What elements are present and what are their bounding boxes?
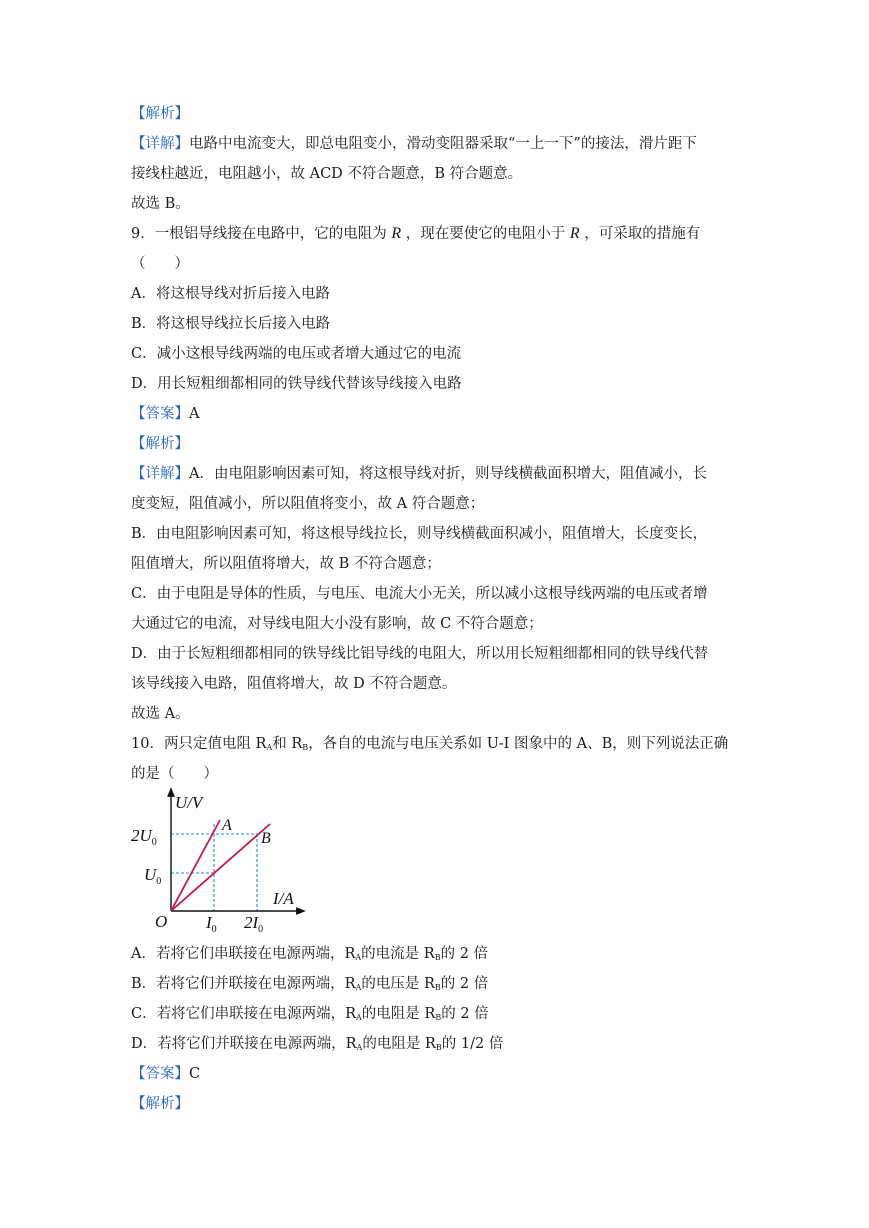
y-axis-label: U/V [175, 793, 203, 812]
q9-var-r: R [391, 225, 402, 242]
q9-answer [131, 404, 199, 424]
q10-option-d: D．若将它们并联接在电源两端，$R_A$的电阻是 $R_B$的 1/2 倍 [131, 1036, 504, 1052]
q10-stem-line-2: 的是（ ） [131, 766, 218, 782]
q9-option-d: D．用长短粗细都相同的铁导线代替该导线接入电路 [131, 376, 462, 392]
y-tick-u0: $U_0$ [144, 865, 162, 887]
q9-detail-line-4: 阻值增大，所以阻值将增大，故 B 不符合题意； [131, 556, 441, 572]
x-tick-2i0: $2I_0$ [244, 913, 264, 935]
q10-answer-value: C [189, 1066, 201, 1082]
q10-answer [131, 1064, 200, 1084]
q10-sub-b: B [302, 743, 309, 752]
q9-detail-line-2: 度变短，阻值减小，所以阻值将变小，故 A 符合题意； [131, 496, 485, 512]
q9-option-b: B．将这根导线拉长后接入电路 [131, 316, 331, 332]
q8-conclusion: 故选 B。 [131, 196, 190, 212]
x-axis-label: I/A [273, 889, 294, 908]
q9-detail-line-1: 【详解】A．由电阻影响因素可知，将这根导线对折，则导线横截面积增大，阻值减小，长 [131, 466, 707, 482]
q10-analysis-tag: 【解析】 [131, 1096, 189, 1112]
q10-option-a: A．若将它们串联接在电源两端，$R_A$的电流是 $R_B$的 2 倍 [131, 946, 489, 962]
q9-detail-line-6: 大通过它的电流，对导线电阻大小没有影响，故 C 不符合题意； [131, 616, 543, 632]
line-b-label: B [261, 830, 271, 847]
q8-detail-tag: 【详解】 [131, 136, 189, 152]
line-b [171, 824, 270, 911]
y-tick-2u0: $2U_0$ [131, 826, 157, 848]
q9-stem-line-1: 9．一根铝导线接在电路中，它的电阻为 R ，现在要使它的电阻小于 R ，可采取的措施有 [131, 225, 701, 242]
q9-analysis-tag: 【解析】 [131, 436, 189, 452]
q9-stem-line-2: （ ） [131, 256, 189, 272]
q9-detail-line-8: 该导线接入电路，阻值将增大，故 D 不符合题意。 [131, 676, 457, 692]
x-tick-i0: $I_0$ [206, 913, 217, 935]
q9-conclusion: 故选 A。 [131, 706, 190, 722]
origin-label: O [155, 912, 168, 931]
q8-detail-line-1: 【详解】电路中电流变大，即总电阻变小，滑动变阻器采取“一上一下”的接法，滑片距下 [131, 136, 697, 152]
q9-answer-tag: 【答案】 [131, 406, 189, 422]
q9-detail-line-5: C．由于电阻是导体的性质，与电压、电流大小无关，所以减小这根导线两端的电压或者增 [131, 586, 708, 602]
q8-analysis-tag: 【解析】 [131, 106, 189, 122]
q9-option-a: A．将这根导线对折后接入电路 [131, 286, 330, 302]
q8-detail-line-2: 接线柱越近，电阻越小，故 ACD 不符合题意，B 符合题意。 [131, 166, 523, 182]
q9-detail-tag: 【详解】 [131, 466, 189, 482]
q9-var-r-2: R [569, 225, 580, 242]
q9-detail-line-7: D．由于长短粗细都相同的铁导线比铝导线的电阻大，所以用长短粗细都相同的铁导线代替 [131, 646, 709, 662]
q10-answer-tag: 【答案】 [131, 1066, 189, 1082]
q10-option-c: C．若将它们串联接在电源两端，$R_A$的电阻是 $R_B$的 2 倍 [131, 1006, 489, 1022]
q9-option-c: C．减小这根导线两端的电压或者增大通过它的电流 [131, 346, 462, 362]
line-a-label: A [222, 817, 232, 834]
u-i-graph [131, 786, 311, 936]
u-i-graph-svg [131, 786, 311, 936]
q10-option-b: B．若将它们并联接在电源两端，$R_A$的电压是 $R_B$的 2 倍 [131, 976, 489, 992]
q9-answer-value: A [189, 406, 200, 422]
q10-sub-a: A [266, 743, 273, 752]
q10-stem-line-1: 10．两只定值电阻 $R_A$和 $R_B$，各自的电流与电压关系如 U-I 图象中的 A、B，则下列说法正确 [131, 736, 729, 752]
q9-detail-line-3: B．由电阻影响因素可知，将这根导线拉长，则导线横截面积减小，阻值增大，长度变长， [131, 526, 708, 542]
